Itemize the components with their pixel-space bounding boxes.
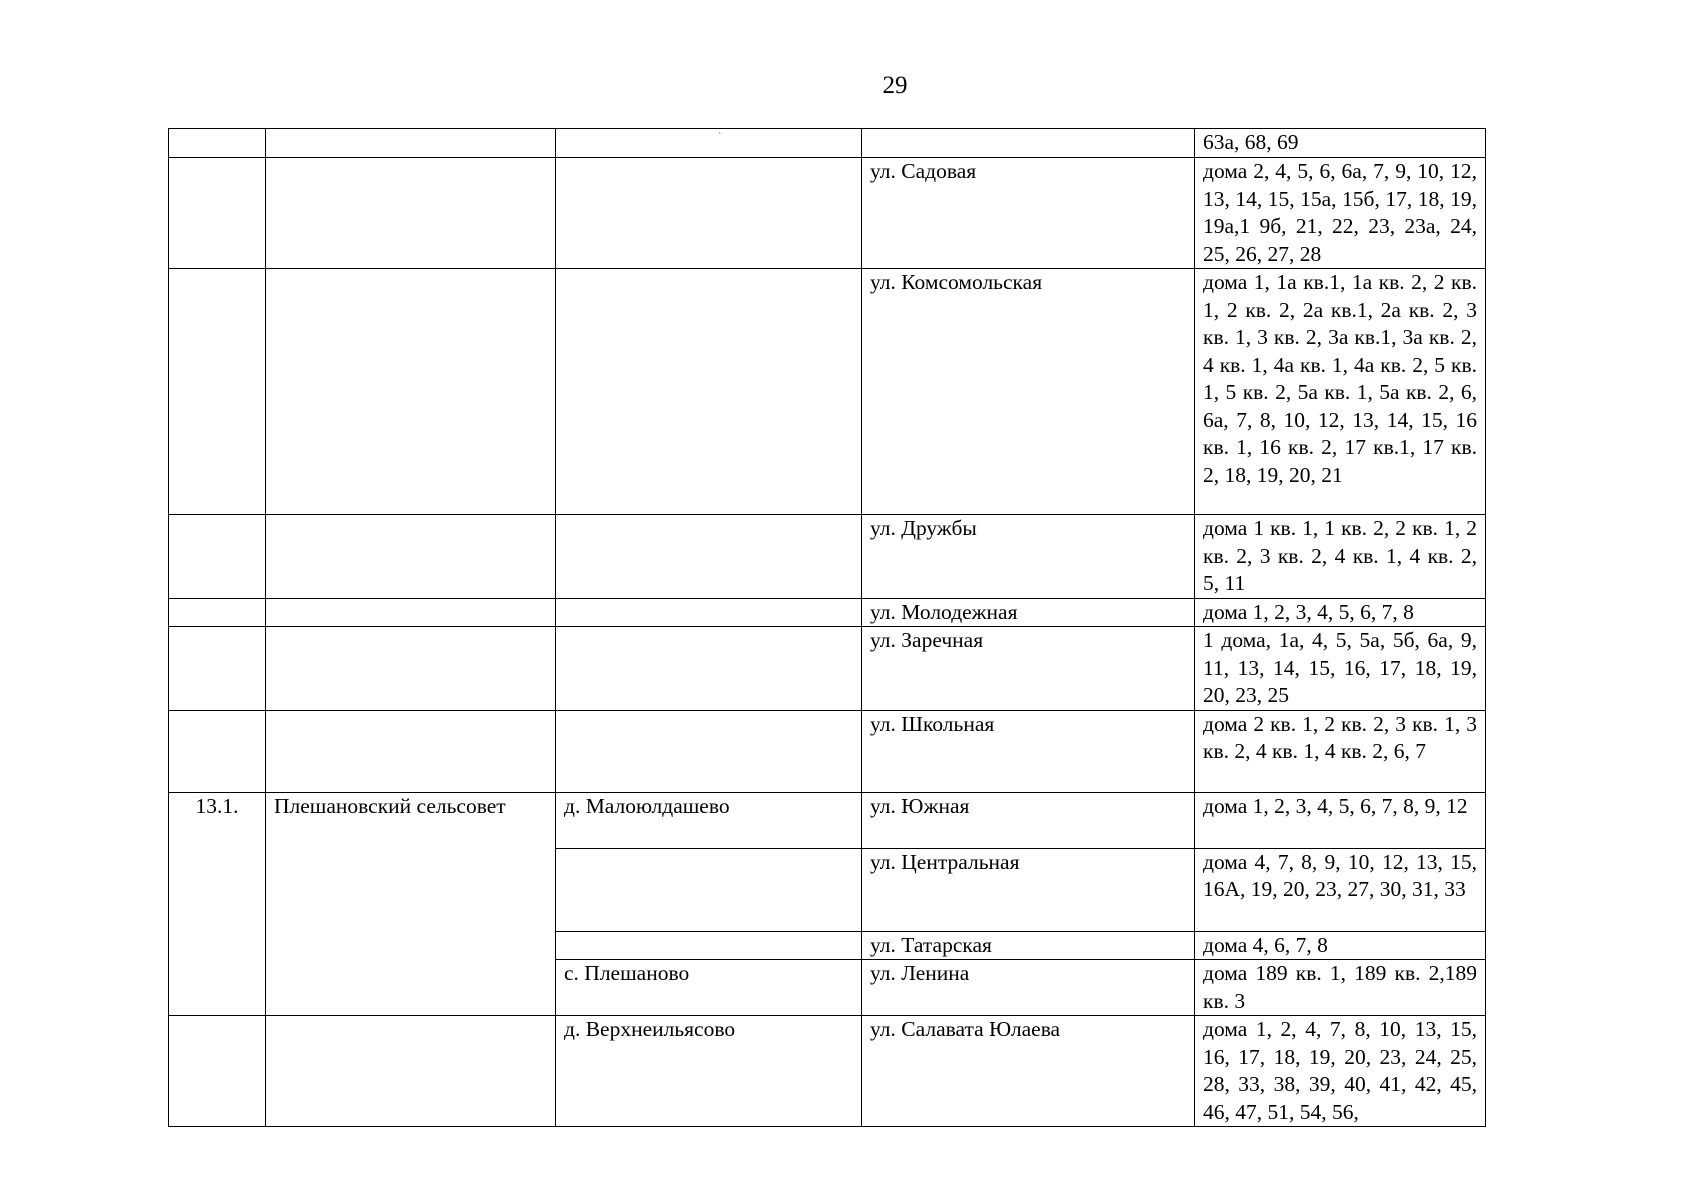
settlement-cell: д. Верхнеильясово	[556, 1016, 862, 1127]
row-number-cell	[169, 515, 266, 599]
settlement-cell	[556, 269, 862, 515]
houses-cell: дома 1, 1а кв.1, 1а кв. 2, 2 кв. 1, 2 кв. 2, 2а кв.1, 2а кв. 2, 3 кв. 1, 3 кв. 2, 3а кв.1, 3а кв. 2, 4 кв. 1, 4а кв. 1, 4а кв. 2, 5 кв. 1, 5 кв. 2, 5а кв. 1, 5а кв. 2, 6, 6а, 7, 8, 10, 12, 13, 14, 15, 16 кв. 1, 16 кв. 2, 17 кв.1, 17 кв. 2, 18, 19, 20, 21	[1195, 269, 1486, 515]
settlement-cell: с. Плешаново	[556, 960, 862, 1016]
address-table	[168, 128, 1486, 1127]
council-cell: Плешановский сельсовет	[266, 792, 556, 1016]
houses-cell: дома 1 кв. 1, 1 кв. 2, 2 кв. 1, 2 кв. 2, 3 кв. 2, 4 кв. 1, 4 кв. 2, 5, 11	[1195, 515, 1486, 599]
houses-cell: дома 4, 7, 8, 9, 10, 12, 13, 15, 16А, 19, 20, 23, 27, 30, 31, 33	[1195, 848, 1486, 931]
settlement-cell	[556, 710, 862, 792]
street-cell: ул. Центральная	[862, 848, 1195, 931]
houses-cell: дома 2, 4, 5, 6, 6а, 7, 9, 10, 12, 13, 14, 15, 15а, 15б, 17, 18, 19, 19а,1 9б, 21, 22, 23, 23а, 24, 25, 26, 27, 28	[1195, 158, 1486, 269]
settlement-cell: д. Малоюлдашево	[556, 792, 862, 848]
houses-cell: 1 дома, 1а, 4, 5, 5а, 5б, 6а, 9, 11, 13, 14, 15, 16, 17, 18, 19, 20, 23, 25	[1195, 627, 1486, 711]
table-row	[169, 1016, 1486, 1127]
houses-cell: дома 1, 2, 3, 4, 5, 6, 7, 8	[1195, 598, 1486, 627]
houses-cell: дома 4, 6, 7, 8	[1195, 931, 1486, 960]
table-row	[169, 627, 1486, 711]
street-cell: ул. Школьная	[862, 710, 1195, 792]
row-number-cell	[169, 129, 266, 158]
table-row	[169, 792, 1486, 848]
table-row	[169, 515, 1486, 599]
council-cell	[266, 627, 556, 711]
street-cell: ул. Южная	[862, 792, 1195, 848]
row-number-cell	[169, 710, 266, 792]
houses-cell: дома 1, 2, 3, 4, 5, 6, 7, 8, 9, 12	[1195, 792, 1486, 848]
settlement-cell	[556, 848, 862, 931]
street-cell: ул. Ленина	[862, 960, 1195, 1016]
street-cell: ул. Молодежная	[862, 598, 1195, 627]
table-row	[169, 158, 1486, 269]
council-cell	[266, 158, 556, 269]
council-cell	[266, 1016, 556, 1127]
council-cell	[266, 129, 556, 158]
row-number-cell	[169, 1016, 266, 1127]
settlement-cell	[556, 129, 862, 158]
row-number-cell	[169, 269, 266, 515]
street-cell: ул. Татарская	[862, 931, 1195, 960]
scan-mark: `	[718, 132, 722, 143]
street-cell: ул. Комсомольская	[862, 269, 1195, 515]
street-cell: ул. Дружбы	[862, 515, 1195, 599]
settlement-cell	[556, 598, 862, 627]
street-cell: ул. Садовая	[862, 158, 1195, 269]
houses-cell: дома 189 кв. 1, 189 кв. 2,189 кв. 3	[1195, 960, 1486, 1016]
council-cell	[266, 515, 556, 599]
street-cell: ул. Салавата Юлаева	[862, 1016, 1195, 1127]
row-number-cell: 13.1.	[169, 792, 266, 1016]
table-row	[169, 129, 1486, 158]
council-cell	[266, 598, 556, 627]
table-row	[169, 269, 1486, 515]
houses-cell: 63а, 68, 69	[1195, 129, 1486, 158]
houses-cell: дома 1, 2, 4, 7, 8, 10, 13, 15, 16, 17, 18, 19, 20, 23, 24, 25, 28, 33, 38, 39, 40, 41, 42, 45, 46, 47, 51, 54, 56,	[1195, 1016, 1486, 1127]
council-cell	[266, 710, 556, 792]
council-cell	[266, 269, 556, 515]
settlement-cell	[556, 515, 862, 599]
page-number: 29	[882, 72, 908, 99]
row-number-cell	[169, 627, 266, 711]
street-cell	[862, 129, 1195, 158]
settlement-cell	[556, 627, 862, 711]
settlement-cell	[556, 931, 862, 960]
row-number-cell	[169, 598, 266, 627]
table-row	[169, 710, 1486, 792]
table-row	[169, 598, 1486, 627]
street-cell: ул. Заречная	[862, 627, 1195, 711]
settlement-cell	[556, 158, 862, 269]
houses-cell: дома 2 кв. 1, 2 кв. 2, 3 кв. 1, 3 кв. 2, 4 кв. 1, 4 кв. 2, 6, 7	[1195, 710, 1486, 792]
row-number-cell	[169, 158, 266, 269]
